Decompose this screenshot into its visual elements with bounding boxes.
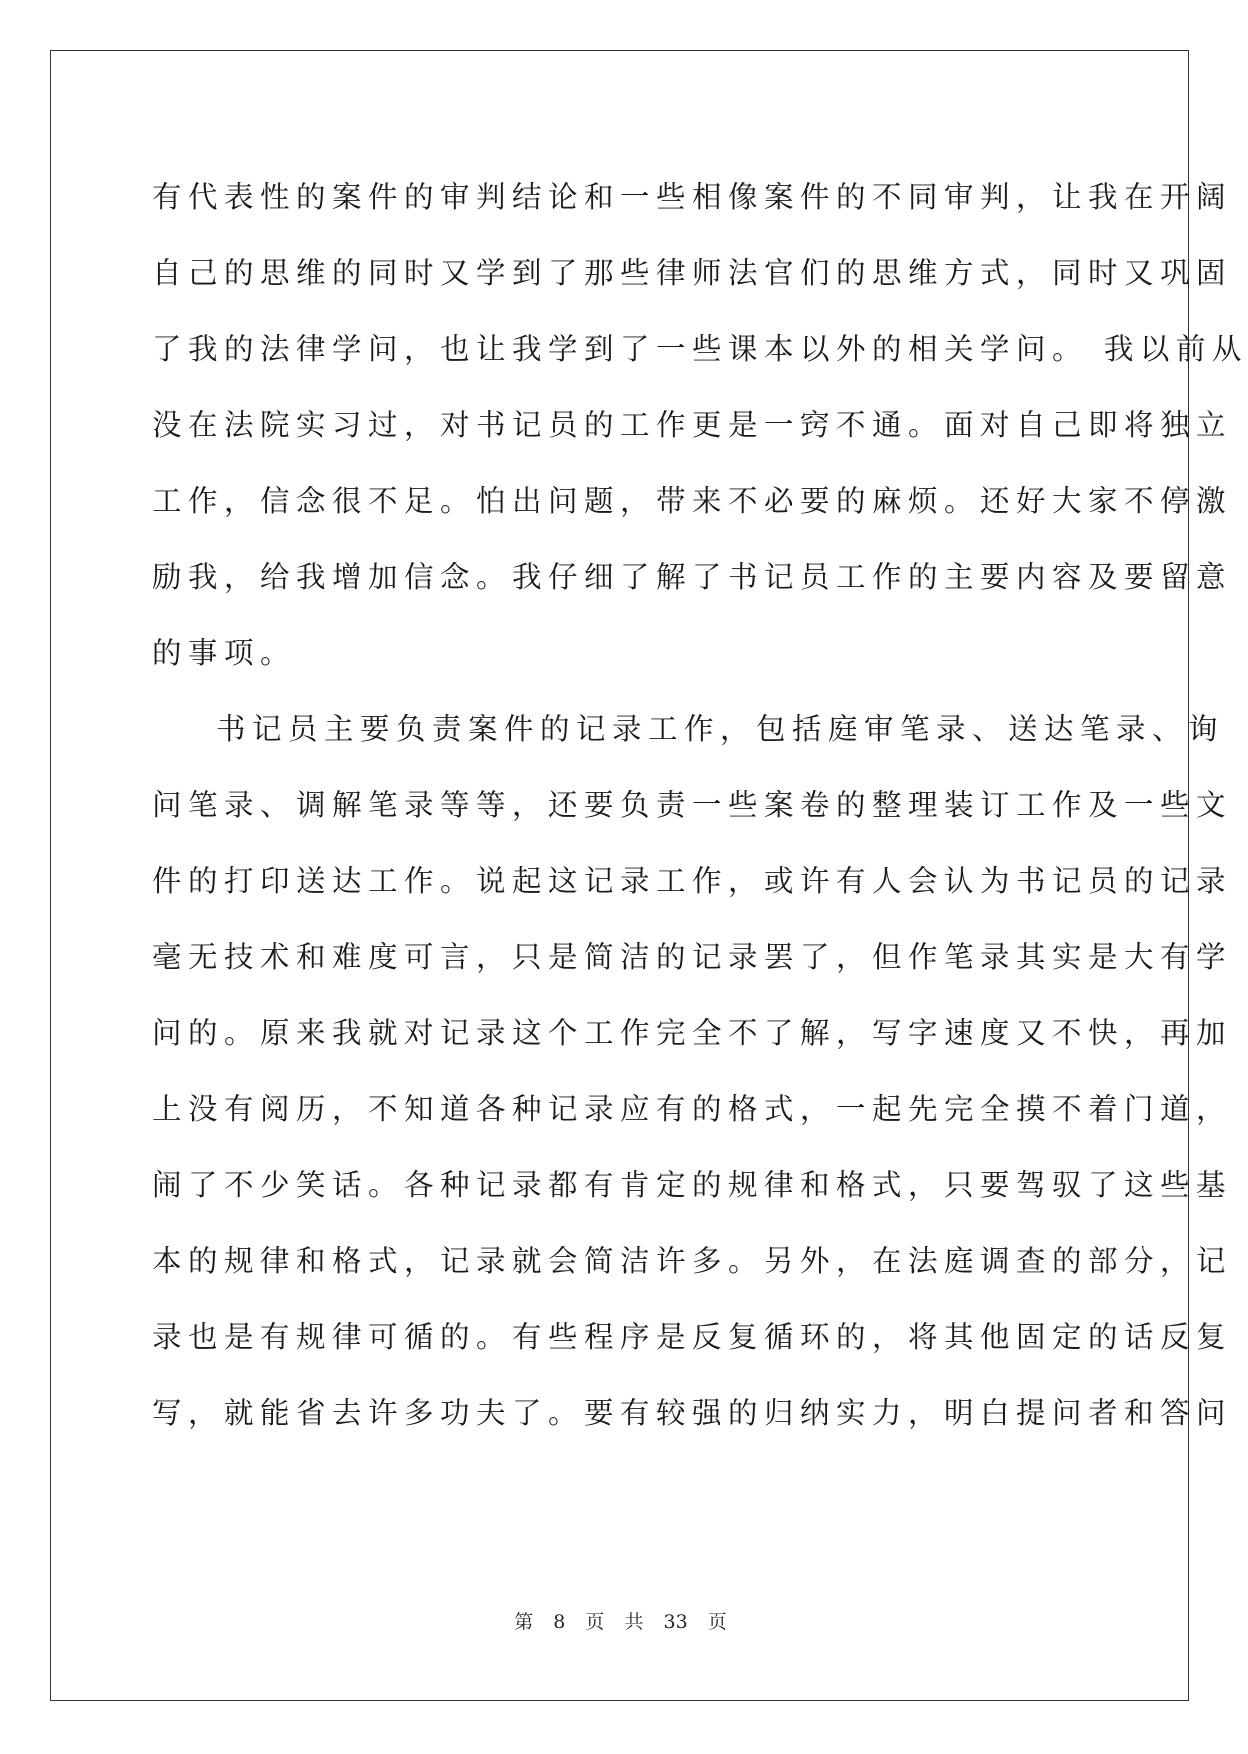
body-line: 没在法院实习过，对书记员的工作更是一窍不通。面对自己即将独立 bbox=[152, 408, 1233, 442]
body-line: 工作，信念很不足。怕出问题，带来不必要的麻烦。还好大家不停激 bbox=[152, 484, 1233, 518]
body-line: 有代表性的案件的审判结论和一些相像案件的不同审判，让我在开阔 bbox=[152, 180, 1233, 214]
body-line: 录也是有规律可循的。有些程序是反复循环的，将其他固定的话反复 bbox=[152, 1320, 1233, 1354]
page-number: 第 8 页 bbox=[514, 1611, 605, 1633]
body-line: 自己的思维的同时又学到了那些律师法官们的思维方式，同时又巩固 bbox=[152, 256, 1233, 290]
body-line: 毫无技术和难度可言，只是简洁的记录罢了，但作笔录其实是大有学 bbox=[152, 940, 1233, 974]
body-line: 本的规律和格式，记录就会简洁许多。另外，在法庭调查的部分，记 bbox=[152, 1244, 1233, 1278]
body-line: 励我，给我增加信念。我仔细了解了书记员工作的主要内容及要留意 bbox=[152, 560, 1233, 594]
body-line: 上没有阅历，不知道各种记录应有的格式，一起先完全摸不着门道， bbox=[152, 1092, 1233, 1126]
page-footer bbox=[0, 1607, 1241, 1634]
body-line: 闹了不少笑话。各种记录都有肯定的规律和格式，只要驾驭了这些基 bbox=[152, 1168, 1233, 1202]
page-total: 共 33 页 bbox=[624, 1611, 727, 1633]
body-line: 写，就能省去许多功夫了。要有较强的归纳实力，明白提问者和答问 bbox=[152, 1396, 1233, 1430]
body-line: 问笔录、调解笔录等等，还要负责一些案卷的整理装订工作及一些文 bbox=[152, 788, 1233, 822]
body-line: 问的。原来我就对记录这个工作完全不了解，写字速度又不快，再加 bbox=[152, 1016, 1233, 1050]
body-line: 件的打印送达工作。说起这记录工作，或许有人会认为书记员的记录 bbox=[152, 864, 1233, 898]
document-body bbox=[152, 159, 1248, 1451]
body-line: 了我的法律学问，也让我学到了一些课本以外的相关学问。 我以前从 bbox=[152, 332, 1248, 366]
body-line: 的事项。 bbox=[152, 636, 297, 670]
body-line: 书记员主要负责案件的记录工作，包括庭审笔录、送达笔录、询 bbox=[216, 712, 1225, 746]
